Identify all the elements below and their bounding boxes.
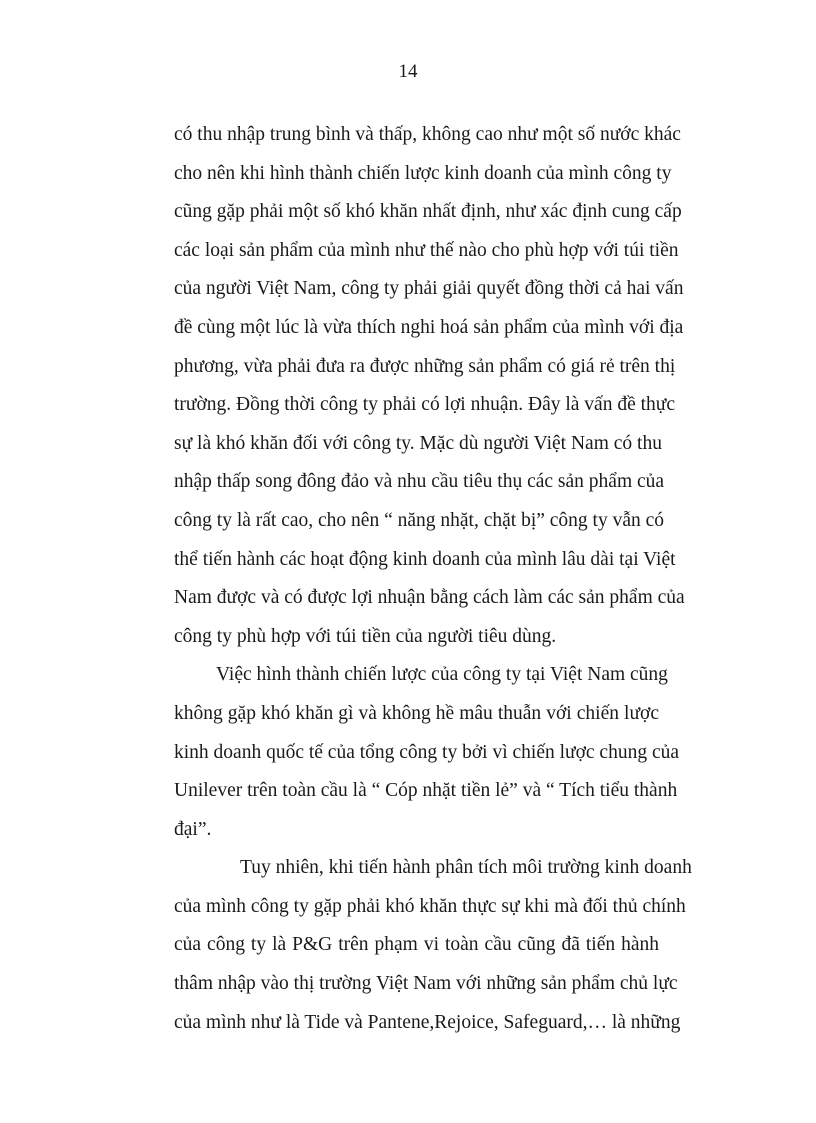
page-number: 14 — [398, 61, 418, 82]
text-line: nhập thấp song đông đảo và nhu cầu tiêu thụ các sản phẩm của — [174, 471, 665, 493]
text-line: của mình công ty gặp phải khó khăn thực sự khi mà đối thủ chính — [174, 895, 686, 917]
text-line: công ty phù hợp với túi tiền của người tiêu dùng. — [174, 625, 557, 647]
text-line: cho nên khi hình thành chiến lược kinh doanh của mình công ty — [174, 162, 672, 184]
text-line: Nam được và có được lợi nhuận bằng cách làm các sản phẩm của — [174, 587, 685, 609]
text-line: thâm nhập vào thị trường Việt Nam với những sản phẩm chủ lực — [174, 973, 678, 995]
body-text — [174, 116, 692, 1042]
text-line: đề cùng một lúc là vừa thích nghi hoá sản phẩm của mình với địa — [174, 316, 684, 338]
text-line: không gặp khó khăn gì và không hề mâu thuẫn với chiến lược — [174, 702, 659, 724]
text-line: cũng gặp phải một số khó khăn nhất định, như xác định cung cấp — [174, 201, 682, 223]
text-line: của người Việt Nam, công ty phải giải quyết đồng thời cả hai vấn — [174, 278, 684, 300]
text-line: phương, vừa phải đưa ra được những sản phẩm có giá rẻ trên thị — [174, 355, 676, 377]
text-line: có thu nhập trung bình và thấp, không cao như một số nước khác — [174, 124, 681, 145]
paragraph-3 — [174, 849, 692, 1042]
text-line: sự là khó khăn đối với công ty. Mặc dù người Việt Nam có thu — [174, 432, 662, 454]
paragraph-2 — [174, 656, 680, 849]
text-line: kinh doanh quốc tế của tổng công ty bởi vì chiến lược chung của — [174, 741, 680, 763]
paragraph-1 — [174, 116, 685, 656]
text-line: Unilever trên toàn cầu là “ Cóp nhặt tiền lẻ” và “ Tích tiểu thành — [174, 780, 678, 802]
text-line: Việc hình thành chiến lược của công ty tại Việt Nam cũng — [216, 664, 668, 686]
text-line: thể tiến hành các hoạt động kinh doanh của mình lâu dài tại Việt — [174, 548, 676, 570]
text-line: của công ty là P&G trên phạm vi toàn cầu cũng đã tiến hành — [174, 934, 659, 956]
text-line: trường. Đồng thời công ty phải có lợi nhuận. Đây là vấn đề thực — [174, 394, 676, 416]
text-line: công ty là rất cao, cho nên “ năng nhặt, chặt bị” công ty vẫn có — [174, 509, 665, 531]
text-line: các loại sản phẩm của mình như thế nào cho phù hợp với túi tiền — [174, 239, 679, 261]
text-line: của mình như là Tide và Pantene,Rejoice, Safeguard,… là những — [174, 1011, 681, 1033]
text-line: đại”. — [174, 818, 212, 840]
text-line: Tuy nhiên, khi tiến hành phân tích môi trường kinh doanh — [240, 857, 692, 879]
